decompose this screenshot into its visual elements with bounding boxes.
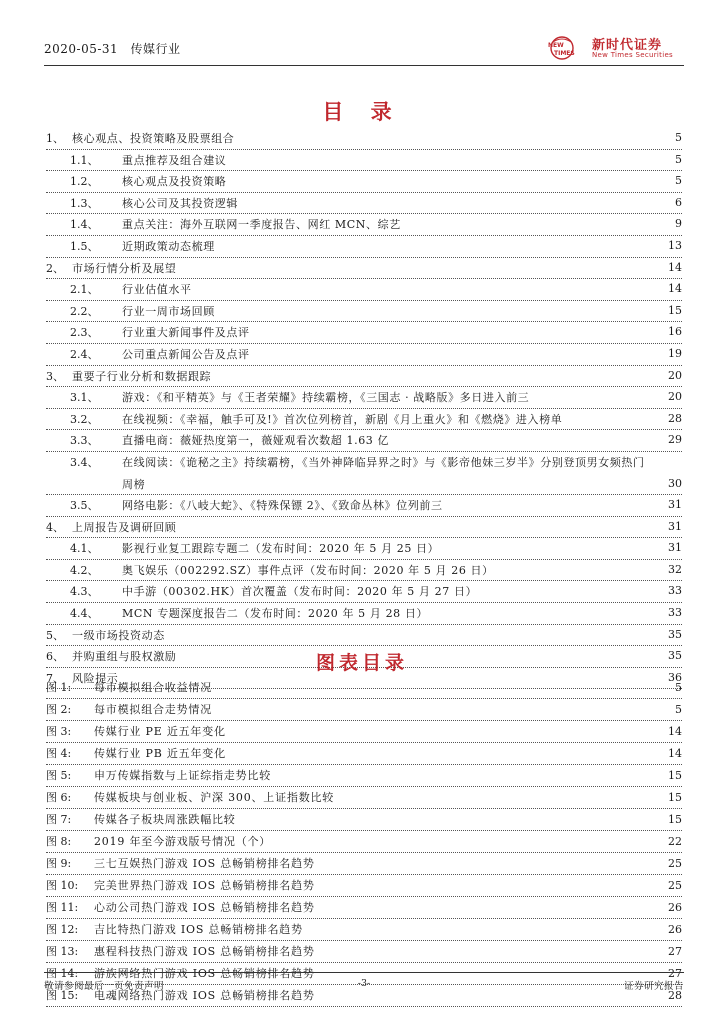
- toc-entry-number: 7、: [46, 671, 64, 685]
- figure-list-title: 图表目录: [315, 652, 408, 674]
- figure-entry[interactable]: [46, 765, 682, 787]
- toc-entry[interactable]: [46, 236, 682, 258]
- toc-entry-number: 2.4、: [70, 347, 99, 361]
- report-sector: 传媒行业: [130, 42, 181, 56]
- figure-entry-label: 图 14:: [46, 967, 79, 980]
- toc-entry-page: 5: [675, 174, 682, 188]
- toc-entry-number: 4、: [46, 520, 64, 534]
- toc-entry[interactable]: [46, 214, 682, 236]
- toc-entry-number: 3.2、: [70, 412, 99, 426]
- figure-entry-page: 14: [668, 725, 682, 738]
- toc-entry-title: 行业估值水平: [122, 283, 192, 297]
- toc-entry-title: 行业一周市场回顾: [122, 304, 215, 318]
- figure-entry-page: 15: [668, 813, 682, 826]
- toc-title: 目 录: [322, 100, 402, 124]
- toc-entry-page: 36: [668, 670, 682, 684]
- toc-entry-number: 3.5、: [70, 499, 99, 513]
- toc-entry-page: 9: [675, 217, 682, 231]
- figure-entry-title: 2019 年至今游戏版号情况（个）: [94, 835, 272, 848]
- figure-entry-page: 28: [668, 989, 682, 1002]
- new-times-logo-icon: [544, 34, 590, 62]
- toc-entry-number: 3.3、: [70, 434, 99, 448]
- table-of-contents: [46, 128, 682, 689]
- toc-entry-page: 5: [675, 131, 682, 144]
- toc-entry-number: 2.1、: [70, 283, 99, 297]
- header-divider: [44, 65, 684, 66]
- figure-entry-title: 每市模拟组合走势情况: [94, 703, 212, 716]
- toc-entry-number: 5、: [46, 628, 64, 642]
- figure-entry[interactable]: [46, 721, 682, 743]
- toc-entry-title: 市场行情分析及展望: [72, 261, 177, 275]
- figure-entry-page: 25: [668, 857, 682, 870]
- toc-entry[interactable]: [46, 279, 682, 301]
- toc-entry-number: 1.5、: [70, 239, 99, 253]
- toc-entry-title: 游戏：《和平精英》与《王者荣耀》持续霸榜，《三国志 · 战略版》多日进入前三: [122, 391, 530, 405]
- page-number: -3-: [357, 978, 371, 989]
- toc-entry[interactable]: [46, 258, 682, 280]
- toc-entry-number: 1.3、: [70, 196, 99, 210]
- toc-entry-number: 2.2、: [70, 304, 99, 318]
- figure-entry-title: 每市模拟组合收益情况: [94, 681, 212, 694]
- figure-entry-page: 22: [668, 835, 682, 848]
- figure-entry-label: 图 12:: [46, 923, 79, 936]
- toc-entry[interactable]: [46, 171, 682, 193]
- toc-entry-number: 1.2、: [70, 175, 99, 189]
- figure-entry-title: 传媒行业 PE 近五年变化: [94, 725, 226, 738]
- figure-entry-label: 图 9:: [46, 857, 72, 870]
- toc-entry[interactable]: [46, 301, 682, 323]
- toc-entry-page: 6: [675, 195, 682, 209]
- figure-entry-page: 5: [675, 703, 682, 716]
- toc-entry[interactable]: [46, 581, 682, 603]
- toc-entry-title: 中手游（00302.HK）首次覆盖（发布时间：2020 年 5 月 27 日）: [122, 585, 478, 599]
- toc-entry[interactable]: [46, 366, 682, 388]
- toc-entry-title: 核心公司及其投资逻辑: [122, 196, 238, 210]
- logo-chinese-name: 新时代证券: [592, 38, 663, 53]
- logo-english-name: New Times Securities: [592, 51, 673, 59]
- figure-entry-label: 图 4:: [46, 747, 72, 760]
- figure-entry[interactable]: [46, 941, 682, 963]
- figure-entry-page: 15: [668, 769, 682, 782]
- toc-entry-number: 2、: [46, 261, 64, 275]
- toc-entry-title: 重要子行业分析和数据跟踪: [72, 369, 212, 383]
- toc-entry[interactable]: [46, 452, 682, 495]
- figure-entry-page: 5: [675, 681, 682, 694]
- toc-entry-title: 并购重组与股权激励: [72, 650, 177, 664]
- toc-entry-page: 31: [668, 519, 682, 533]
- figure-entry-title: 心动公司热门游戏 IOS 总畅销榜排名趋势: [94, 901, 315, 914]
- figure-entry-page: 15: [668, 791, 682, 804]
- toc-entry-page: 14: [668, 260, 682, 274]
- toc-entry-title: 在线视频：《幸福，触手可及!》首次位列榜首，新剧《月上重火》和《燃烧》进入榜单: [122, 412, 563, 426]
- toc-entry-title: 公司重点新闻公告及点评: [122, 347, 250, 361]
- toc-entry-page: 31: [668, 541, 682, 555]
- toc-entry-page: 20: [668, 390, 682, 404]
- figure-entry-title: 传媒板块与创业板、沪深 300、上证指数比较: [94, 791, 335, 804]
- toc-entry-number: 6、: [46, 650, 64, 664]
- toc-entry[interactable]: [46, 538, 682, 560]
- figure-entry-label: 图 8:: [46, 835, 72, 848]
- figure-entry-label: 图 5:: [46, 769, 72, 782]
- toc-entry-title: 上周报告及调研回顾: [72, 520, 177, 534]
- figure-entry-page: 26: [668, 901, 682, 914]
- toc-entry-title: 近期政策动态梳理: [122, 239, 215, 253]
- toc-entry-title: 直播电商：薇娅热度第一，薇娅观看次数超 1.63 亿: [122, 434, 390, 448]
- toc-entry[interactable]: [46, 193, 682, 215]
- figure-entry-title: 申万传媒指数与上证综指走势比较: [94, 769, 271, 782]
- footer-divider: [44, 972, 684, 973]
- toc-entry[interactable]: [46, 128, 682, 150]
- figure-entry-label: 图 7:: [46, 813, 72, 826]
- toc-entry[interactable]: [46, 322, 682, 344]
- toc-entry-page: 33: [668, 606, 682, 620]
- toc-entry-title: 核心观点及投资策略: [122, 175, 227, 189]
- figure-entry[interactable]: [46, 677, 682, 699]
- figure-entry-title: 三七互娱热门游戏 IOS 总畅销榜排名趋势: [94, 857, 315, 870]
- toc-entry-number: 4.2、: [70, 563, 99, 577]
- toc-entry-number: 3、: [46, 369, 64, 383]
- figure-entry-label: 图 10:: [46, 879, 79, 892]
- figure-entry-title: 完美世界热门游戏 IOS 总畅销榜排名趋势: [94, 879, 315, 892]
- logo-mark-new: NEW: [548, 42, 564, 49]
- toc-entry-number: 4.1、: [70, 542, 99, 556]
- toc-entry[interactable]: [46, 409, 682, 431]
- toc-entry[interactable]: [46, 150, 682, 172]
- toc-entry-number: 3.4、: [70, 455, 99, 469]
- figure-entry-title: 惠程科技热门游戏 IOS 总畅销榜排名趋势: [94, 945, 315, 958]
- toc-entry-page: 15: [668, 303, 682, 317]
- figure-entry[interactable]: [46, 699, 682, 721]
- toc-entry-number: 3.1、: [70, 391, 99, 405]
- toc-entry-title: 网络电影：《八岐大蛇》、《特殊保镖 2》、《致命丛林》位列前三: [122, 499, 443, 513]
- toc-entry-title: 在线阅读：《诡秘之主》持续霸榜，《当外神降临异界之时》与《影帝他妹三岁半》分别登顶男女频热门周榜: [122, 455, 645, 491]
- figure-entry-label: 图 15:: [46, 989, 79, 1002]
- toc-entry-page: 13: [668, 238, 682, 252]
- figure-entry-title: 吉比特热门游戏 IOS 总畅销榜排名趋势: [94, 923, 303, 936]
- toc-entry-title: 重点关注：海外互联网一季度报告、网红 MCN、综艺: [122, 218, 401, 232]
- figure-entry[interactable]: [46, 787, 682, 809]
- toc-entry-title: 行业重大新闻事件及点评: [122, 326, 250, 340]
- toc-entry-title: 重点推荐及组合建议: [122, 153, 227, 167]
- figure-entry-title: 传媒各子板块周涨跌幅比较: [94, 813, 236, 826]
- figure-entry[interactable]: [46, 853, 682, 875]
- toc-entry[interactable]: [46, 625, 682, 647]
- toc-entry-page: 33: [668, 584, 682, 598]
- toc-entry[interactable]: [46, 517, 682, 539]
- figure-list: [46, 677, 682, 1007]
- report-type: 证券研究报告: [623, 981, 684, 992]
- toc-entry-title: 一级市场投资动态: [72, 628, 165, 642]
- figure-entry-label: 图 1:: [46, 681, 72, 694]
- figure-entry-title: 游族网络热门游戏 IOS 总畅销榜排名趋势: [94, 967, 315, 980]
- toc-entry[interactable]: [46, 344, 682, 366]
- toc-entry[interactable]: [46, 603, 682, 625]
- figure-entry[interactable]: [46, 809, 682, 831]
- toc-entry-number: 4.3、: [70, 585, 99, 599]
- figure-entry-label: 图 3:: [46, 725, 72, 738]
- toc-entry-number: 2.3、: [70, 326, 99, 340]
- figure-entry[interactable]: [46, 743, 682, 765]
- toc-entry-number: 1.1、: [70, 153, 99, 167]
- toc-entry-number: 1、: [46, 132, 64, 145]
- page-header: [44, 34, 684, 64]
- toc-entry[interactable]: [46, 495, 682, 517]
- figure-entry-label: 图 2:: [46, 703, 72, 716]
- toc-entry-page: 14: [668, 282, 682, 296]
- figure-entry[interactable]: [46, 831, 682, 853]
- toc-entry-title: 奥飞娱乐（002292.SZ）事件点评（发布时间：2020 年 5 月 26 日）: [122, 563, 494, 577]
- toc-entry[interactable]: [46, 560, 682, 582]
- page-footer: [44, 978, 684, 994]
- toc-entry-page: 16: [668, 325, 682, 339]
- figure-entry-page: 26: [668, 923, 682, 936]
- header-info: [44, 40, 189, 57]
- toc-entry-page: 32: [668, 562, 682, 576]
- toc-entry-page: 28: [668, 411, 682, 425]
- figure-entry-label: 图 11:: [46, 901, 79, 914]
- toc-entry-page: 35: [668, 649, 682, 663]
- toc-entry-page: 35: [668, 627, 682, 641]
- toc-entry-title: 风险提示: [72, 671, 119, 685]
- figure-entry-label: 图 6:: [46, 791, 72, 804]
- figure-entry-page: 27: [668, 967, 682, 980]
- figure-entry-page: 14: [668, 747, 682, 760]
- toc-entry-number: 1.4、: [70, 218, 99, 232]
- report-date: 2020-05-31: [44, 42, 119, 56]
- figure-entry-page: 27: [668, 945, 682, 958]
- company-logo: [544, 34, 684, 62]
- figure-entry[interactable]: [46, 897, 682, 919]
- figure-entry[interactable]: [46, 875, 682, 897]
- disclaimer-note: 敬请参阅最后一页免责声明: [44, 981, 165, 992]
- figure-entry[interactable]: [46, 919, 682, 941]
- toc-entry-page: 29: [668, 433, 682, 447]
- toc-entry-page: 19: [668, 346, 682, 360]
- toc-entry-page: 5: [675, 152, 682, 166]
- toc-entry-page: 30: [668, 476, 682, 490]
- toc-entry-title: 核心观点、投资策略及股票组合: [72, 132, 235, 145]
- toc-entry-title: 影视行业复工跟踪专题二（发布时间：2020 年 5 月 25 日）: [122, 542, 440, 556]
- figure-entry-title: 电魂网络热门游戏 IOS 总畅销榜排名趋势: [94, 989, 315, 1002]
- figure-entry-label: 图 13:: [46, 945, 79, 958]
- toc-entry-page: 20: [668, 368, 682, 382]
- toc-entry-number: 4.4、: [70, 607, 99, 621]
- toc-entry-page: 31: [668, 498, 682, 512]
- figure-entry-title: 传媒行业 PB 近五年变化: [94, 747, 226, 760]
- toc-entry[interactable]: [46, 387, 682, 409]
- figure-entry-page: 25: [668, 879, 682, 892]
- logo-mark-times: TIMES: [554, 50, 575, 57]
- toc-entry-title: MCN 专题深度报告二（发布时间：2020 年 5 月 28 日）: [122, 607, 429, 621]
- toc-entry[interactable]: [46, 430, 682, 452]
